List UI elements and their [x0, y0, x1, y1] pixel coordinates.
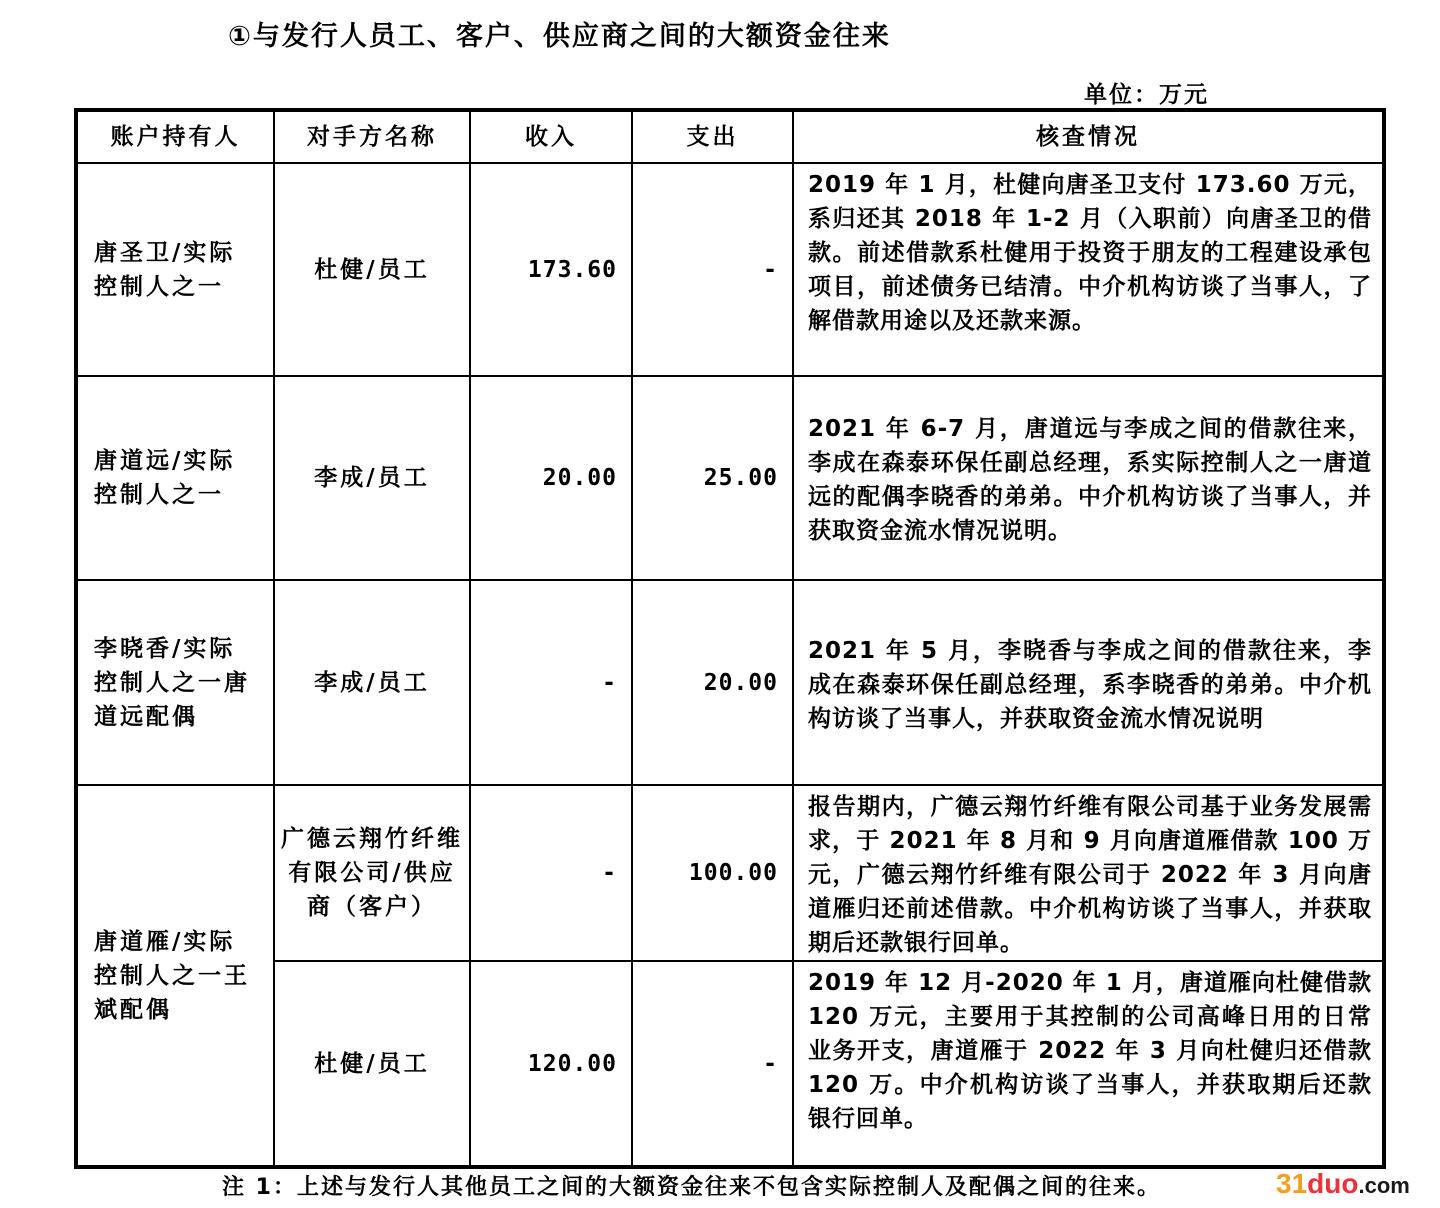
expense-cell: 25.00 — [632, 376, 793, 580]
column-header-verification: 核查情况 — [793, 110, 1384, 163]
verification-cell — [793, 163, 1384, 376]
holder-cell: 唐圣卫/实际控制人之一 — [76, 163, 274, 376]
column-header-expense: 支出 — [632, 110, 793, 163]
watermark-name: duo — [1307, 1168, 1359, 1199]
income-cell: 173.60 — [470, 163, 632, 376]
column-header-income: 收入 — [470, 110, 632, 163]
verification-text: 2021 年 6-7 月，唐道远与李成之间的借款往来，李成在森泰环保任副总经理，系实际控制人之一唐道远的配偶李晓香的弟弟。中介机构访谈了当事人，并获取资金流水情况说明。 — [808, 416, 1372, 544]
fund-transactions-table — [74, 108, 1386, 1169]
column-header-counterparty: 对手方名称 — [274, 110, 470, 163]
holder-cell: 李晓香/实际控制人之一唐道远配偶 — [76, 580, 274, 785]
table-row — [76, 580, 1384, 785]
verification-cell — [793, 580, 1384, 785]
counterparty-cell: 杜健/员工 — [274, 163, 470, 376]
verification-text: 2019 年 1 月，杜健向唐圣卫支付 173.60 万元，系归还其 2018 年 1-2 月（入职前）向唐圣卫的借款。前述借款系杜健用于投资于朋友的工程建设承包项目，前述债务已结清。中介机构访谈了当事人，了解借款用途以及还款来源。 — [808, 172, 1372, 334]
verification-text: 2019 年 12 月-2020 年 1 月，唐道雁向杜健借款 120 万元，主要用于其控制的公司高峰日用的日常业务开支，唐道雁于 2022 年 3 月向杜健归还借款 120 万。中介机构访谈了当事人，并获取期后还款银行回单。 — [808, 970, 1372, 1132]
verification-text: 2021 年 5 月，李晓香与李成之间的借款往来，李成在森泰环保任副总经理，系李晓香的弟弟。中介机构访谈了当事人，并获取资金流水情况说明 — [808, 637, 1372, 732]
expense-cell: 100.00 — [632, 785, 793, 961]
income-cell: - — [470, 785, 632, 961]
table-row — [76, 163, 1384, 376]
watermark-number: 31 — [1276, 1168, 1308, 1199]
section-heading: ①与发行人员工、客户、供应商之间的大额资金往来 — [228, 21, 891, 52]
counterparty-cell: 李成/员工 — [274, 376, 470, 580]
expense-cell: - — [632, 163, 793, 376]
column-header-holder: 账户持有人 — [76, 110, 274, 163]
watermark-domain: .com — [1358, 1173, 1410, 1198]
footnote: 注 1：上述与发行人其他员工之间的大额资金往来不包含实际控制人及配偶之间的往来。 — [222, 1175, 1161, 1200]
counterparty-cell: 杜健/员工 — [274, 961, 470, 1167]
verification-cell — [793, 961, 1384, 1167]
income-cell: 120.00 — [470, 961, 632, 1167]
income-cell: 20.00 — [470, 376, 632, 580]
unit-label: 单位：万元 — [1084, 82, 1209, 108]
verification-cell — [793, 785, 1384, 961]
counterparty-cell: 李成/员工 — [274, 580, 470, 785]
holder-cell: 唐道远/实际控制人之一 — [76, 376, 274, 580]
expense-cell: - — [632, 961, 793, 1167]
table-row — [76, 785, 1384, 961]
table-header-row — [76, 110, 1384, 163]
holder-cell: 唐道雁/实际控制人之一王斌配偶 — [76, 785, 274, 1167]
verification-cell — [793, 376, 1384, 580]
income-cell: - — [470, 580, 632, 785]
table-row — [76, 376, 1384, 580]
counterparty-cell: 广德云翔竹纤维有限公司/供应商（客户） — [274, 785, 470, 961]
site-watermark-logo — [1276, 1168, 1410, 1200]
verification-text: 报告期内，广德云翔竹纤维有限公司基于业务发展需求，于 2021 年 8 月和 9 月向唐道雁借款 100 万元，广德云翔竹纤维有限公司于 2022 年 3 月向唐道雁归还前述借款。中介机构访谈了当事人，并获取期后还款银行回单。 — [808, 794, 1372, 956]
expense-cell: 20.00 — [632, 580, 793, 785]
